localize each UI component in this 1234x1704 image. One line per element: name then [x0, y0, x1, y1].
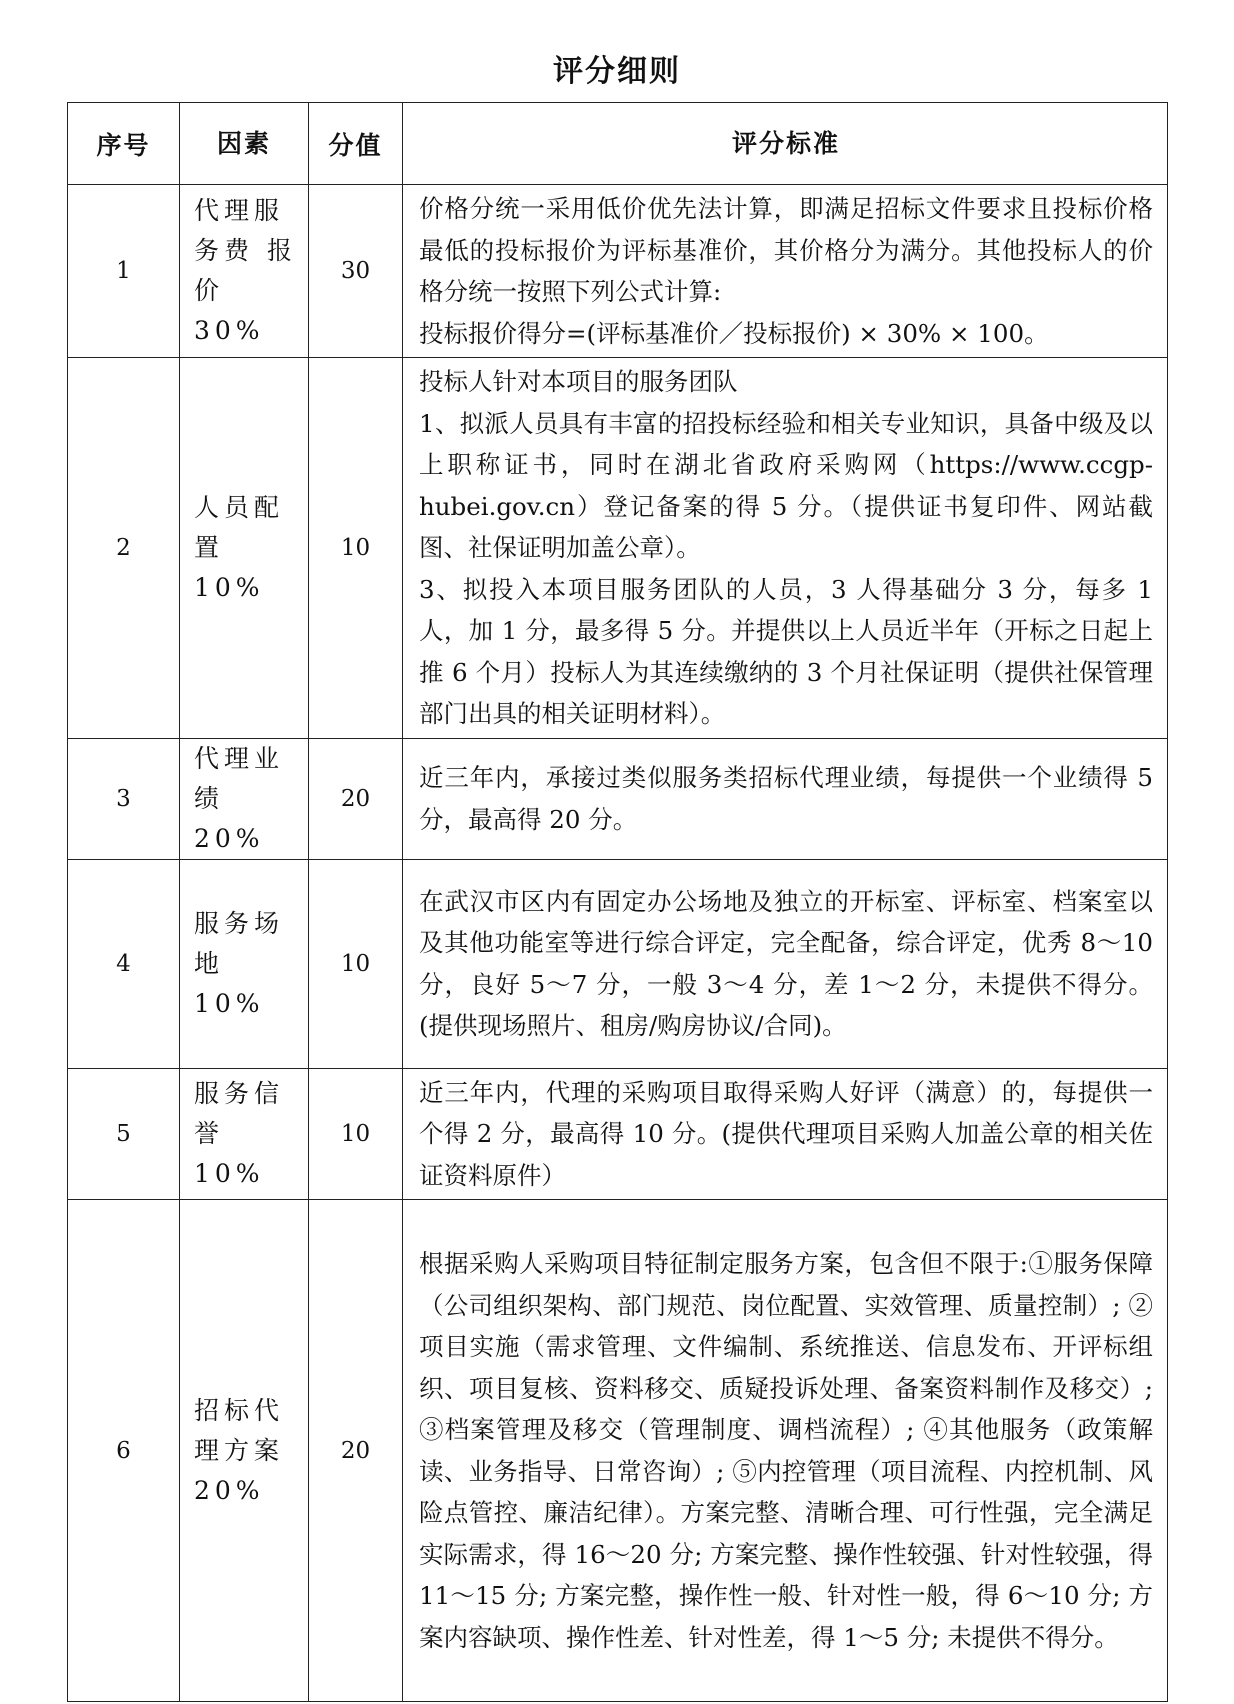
criteria-line: 价格分统一采用低价优先法计算，即满足招标文件要求且投标价格最低的投标报价为评标基准价，其价格分为满分。其他投标人的价格分统一按照下列公式计算: [419, 194, 1153, 306]
criteria-line: 在武汉市区内有固定办公场地及独立的开标室、评标室、档案室以及其他功能室等进行综合评定，完全配备，综合评定，优秀 8～10 分，良好 5～7 分，一般 3～4 分，差 1～2 分，未提供不得分。(提供现场照片、租房/购房协议/合同)。 [419, 886, 1153, 1040]
row-criteria [403, 358, 1168, 739]
row-factor: 人员配置 10% [180, 358, 309, 739]
row-factor: 代理业绩 20% [180, 738, 309, 859]
scoring-table [67, 102, 1168, 1702]
row-factor: 代理服务费 报 价 30% [180, 185, 309, 358]
criteria-line: 投标报价得分=(评标基准价／投标报价) × 30% × 100。 [419, 318, 1049, 348]
table-row [68, 738, 1168, 859]
row-no: 6 [68, 1200, 180, 1702]
row-score: 10 [309, 1068, 403, 1200]
row-no: 1 [68, 185, 180, 358]
table-row [68, 185, 1168, 358]
table-row [68, 358, 1168, 739]
table-row [68, 1200, 1168, 1702]
row-factor: 服务信誉 10% [180, 1068, 309, 1200]
row-factor: 服务场地 10% [180, 859, 309, 1068]
criteria-line: 投标人针对本项目的服务团队 [419, 367, 738, 396]
row-no: 3 [68, 738, 180, 859]
row-criteria [403, 859, 1168, 1068]
header-criteria: 评分标准 [403, 103, 1168, 185]
row-score: 10 [309, 859, 403, 1068]
criteria-line: 根据采购人采购项目特征制定服务方案，包含但不限于:①服务保障（公司组织架构、部门规范、岗位配置、实效管理、质量控制）; ②项目实施（需求管理、文件编制、系统推送、信息发布、开评标组织、项目复核、资料移交、质疑投诉处理、备案资料制作及移交）; ③档案管理及移交（管理制度、调档流程）; ④其他服务（政策解读、业务指导、日常咨询）; ⑤内控管理（项目流程、内控机制、风险点管控、廉洁纪律）。方案完整、清晰合理、可行性强，完全满足实际需求，得 16～20 分; 方案完整、操作性较强、针对性较强，得 11～15 分; 方案完整，操作性一般、针对性一般，得 6～10 分; 方案内容缺项、操作性差、针对性差，得 1～5 分; 未提供不得分。 [419, 1249, 1153, 1652]
row-no: 4 [68, 859, 180, 1068]
criteria-line: 近三年内，代理的采购项目取得采购人好评（满意）的，每提供一个得 2 分，最高得 10 分。(提供代理项目采购人加盖公章的相关佐证资料原件） [419, 1077, 1153, 1190]
row-criteria [403, 1068, 1168, 1200]
header-score: 分值 [309, 103, 403, 185]
row-criteria [403, 738, 1168, 859]
table-header-row [68, 103, 1168, 185]
row-no: 2 [68, 358, 180, 739]
header-factor: 因素 [180, 103, 309, 185]
criteria-line: 3、拟投入本项目服务团队的人员，3 人得基础分 3 分，每多 1 人，加 1 分，最多得 5 分。并提供以上人员近半年（开标之日起上推 6 个月）投标人为其连续缴纳的 3 个月社保证明（提供社保管理部门出具的相关证明材料）。 [419, 574, 1153, 728]
row-no: 5 [68, 1068, 180, 1200]
row-factor: 招标代理方案 20% [180, 1200, 309, 1702]
row-score: 10 [309, 358, 403, 739]
page-title: 评分细则 [553, 54, 681, 89]
row-criteria [403, 185, 1168, 358]
row-criteria [403, 1200, 1168, 1702]
row-score: 20 [309, 1200, 403, 1702]
table-row [68, 1068, 1168, 1200]
header-no: 序号 [68, 103, 180, 185]
row-score: 30 [309, 185, 403, 358]
row-score: 20 [309, 738, 403, 859]
criteria-line: 1、拟派人员具有丰富的招投标经验和相关专业知识，具备中级及以上职称证书，同时在湖北省政府采购网（https://www.ccgp-hubei.gov.cn）登记备案的得 5 分。（提供证书复印件、网站截图、社保证明加盖公章）。 [419, 408, 1153, 562]
criteria-line: 近三年内，承接过类似服务类招标代理业绩，每提供一个业绩得 5 分，最高得 20 分。 [419, 763, 1153, 834]
table-row [68, 859, 1168, 1068]
